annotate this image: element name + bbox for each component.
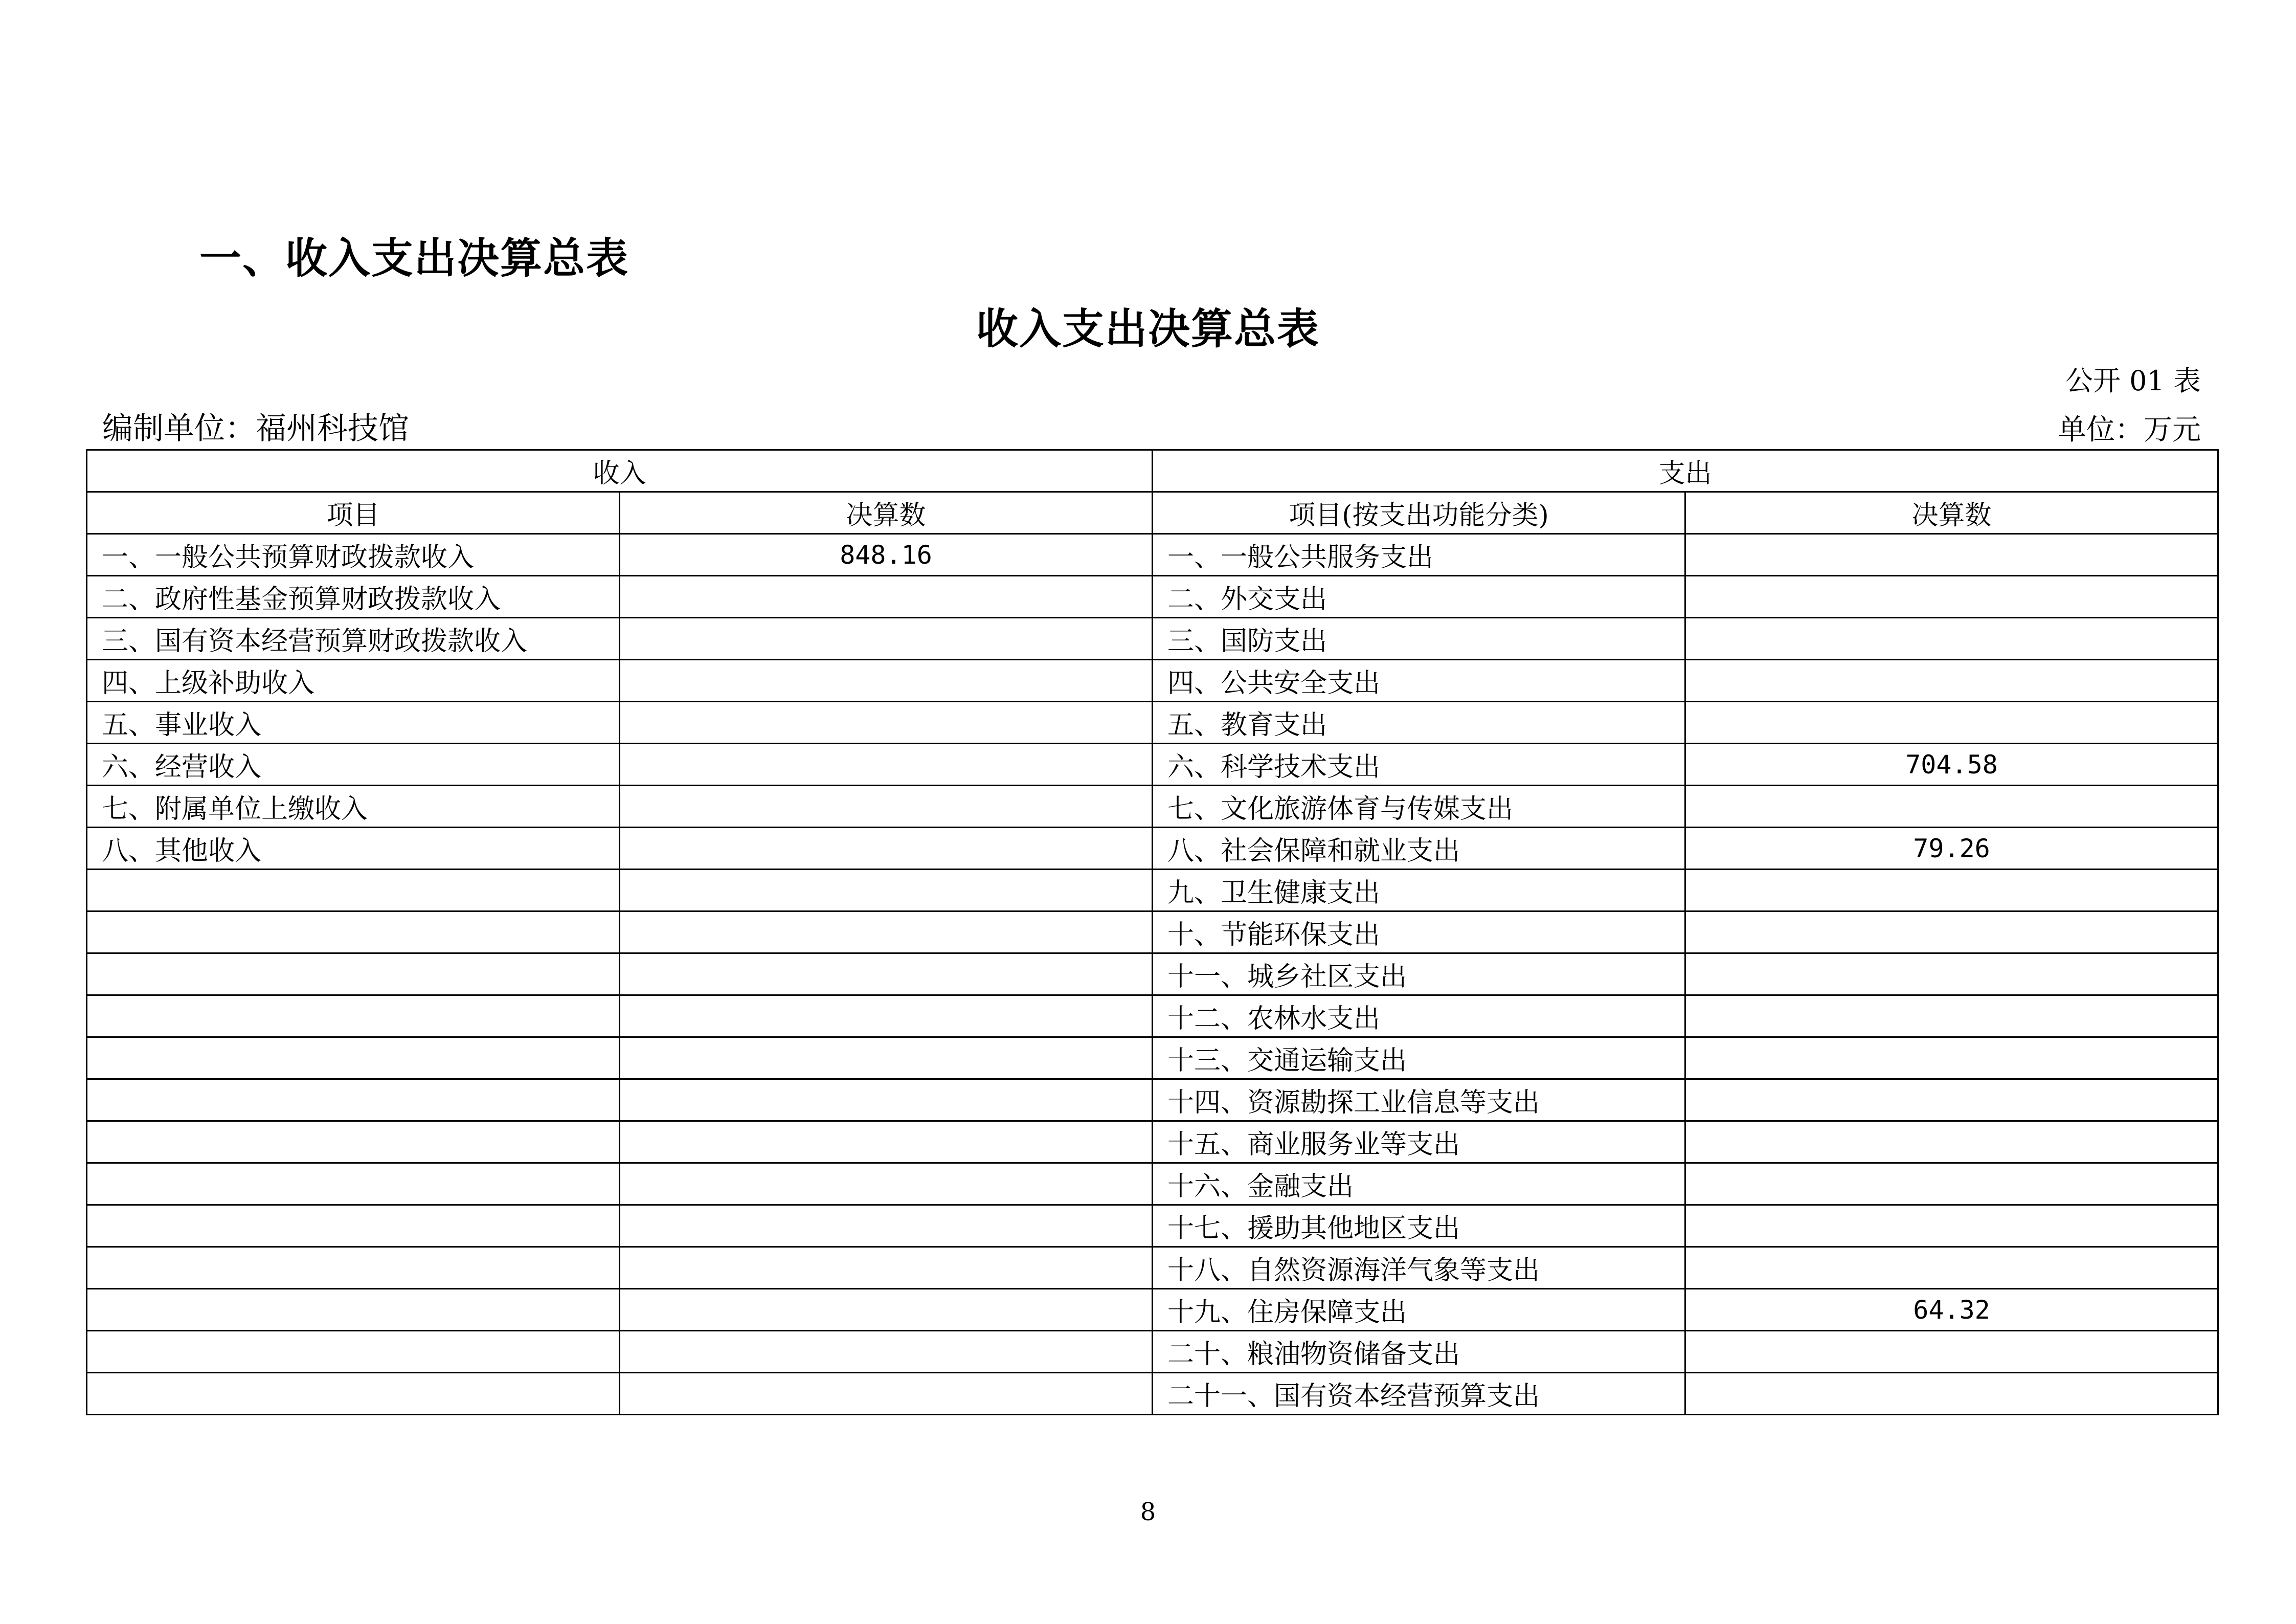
expense-amount-header: 决算数: [1685, 492, 2218, 534]
table-row: [87, 1331, 2218, 1373]
income-amount-cell: [620, 1079, 1153, 1121]
expense-item-cell: 十九、住房保障支出: [1153, 1289, 1685, 1331]
income-item-cell: [87, 1373, 620, 1415]
income-item-cell: 六、经营收入: [87, 744, 620, 786]
expense-amount-cell: [1685, 1247, 2218, 1289]
expense-amount-cell: [1685, 1331, 2218, 1373]
expense-item-cell: 八、社会保障和就业支出: [1153, 828, 1685, 870]
table-row: [87, 828, 2218, 870]
income-amount-cell: [620, 1289, 1153, 1331]
table-title: 收入支出决算总表: [976, 305, 1320, 353]
expense-item-cell: 十八、自然资源海洋气象等支出: [1153, 1247, 1685, 1289]
income-item-cell: [87, 995, 620, 1037]
expense-amount-cell: [1685, 953, 2218, 995]
expense-item-header: 项目(按支出功能分类): [1153, 492, 1685, 534]
income-item-cell: 三、国有资本经营预算财政拨款收入: [87, 618, 620, 660]
expense-amount-cell: [1685, 1037, 2218, 1079]
income-amount-cell: [620, 1331, 1153, 1373]
table-row: [87, 870, 2218, 911]
table-row: [87, 576, 2218, 618]
table-body: [87, 534, 2218, 1415]
income-amount-cell: [620, 786, 1153, 828]
table-row: [87, 1121, 2218, 1163]
income-item-cell: [87, 911, 620, 953]
page-number: 8: [1140, 1498, 1156, 1526]
expense-item-cell: 四、公共安全支出: [1153, 660, 1685, 702]
income-amount-cell: [620, 1205, 1153, 1247]
income-item-cell: [87, 953, 620, 995]
income-amount-header: 决算数: [620, 492, 1153, 534]
income-amount-cell: [620, 1037, 1153, 1079]
expense-amount-cell: [1685, 1373, 2218, 1415]
expense-item-cell: 十一、城乡社区支出: [1153, 953, 1685, 995]
expense-amount-cell: [1685, 870, 2218, 911]
income-amount-cell: [620, 953, 1153, 995]
expense-item-cell: 一、一般公共服务支出: [1153, 534, 1685, 576]
expense-amount-cell: [1685, 576, 2218, 618]
header-group-row: [87, 450, 2218, 492]
expense-item-cell: 二、外交支出: [1153, 576, 1685, 618]
income-amount-cell: [620, 1121, 1153, 1163]
expense-item-cell: 九、卫生健康支出: [1153, 870, 1685, 911]
income-amount-cell: [620, 702, 1153, 744]
expense-amount-cell: 704.58: [1685, 744, 2218, 786]
form-code: 公开 01 表: [2065, 365, 2201, 397]
income-item-cell: [87, 1331, 620, 1373]
income-item-cell: [87, 1121, 620, 1163]
income-amount-cell: [620, 576, 1153, 618]
income-item-header: 项目: [87, 492, 620, 534]
table-row: [87, 1373, 2218, 1415]
income-item-cell: 五、事业收入: [87, 702, 620, 744]
table-row: [87, 1289, 2218, 1331]
income-item-cell: [87, 1163, 620, 1205]
table-row: [87, 744, 2218, 786]
expense-item-cell: 十六、金融支出: [1153, 1163, 1685, 1205]
income-item-cell: [87, 870, 620, 911]
income-amount-cell: [620, 870, 1153, 911]
income-item-cell: [87, 1037, 620, 1079]
income-amount-cell: 848.16: [620, 534, 1153, 576]
unit-label: 单位：万元: [2058, 413, 2201, 447]
expense-amount-cell: [1685, 660, 2218, 702]
table-row: [87, 1205, 2218, 1247]
table-row: [87, 953, 2218, 995]
income-header: 收入: [87, 450, 1153, 492]
expense-amount-cell: [1685, 1079, 2218, 1121]
expense-amount-cell: [1685, 702, 2218, 744]
table-row: [87, 911, 2218, 953]
expense-amount-cell: 64.32: [1685, 1289, 2218, 1331]
income-item-cell: 八、其他收入: [87, 828, 620, 870]
income-amount-cell: [620, 1373, 1153, 1415]
expense-amount-cell: [1685, 618, 2218, 660]
income-item-cell: 二、政府性基金预算财政拨款收入: [87, 576, 620, 618]
income-amount-cell: [620, 1247, 1153, 1289]
expense-item-cell: 二十、粮油物资储备支出: [1153, 1331, 1685, 1373]
income-item-cell: [87, 1079, 620, 1121]
table-row: [87, 1079, 2218, 1121]
table-row: [87, 1163, 2218, 1205]
income-item-cell: 四、上级补助收入: [87, 660, 620, 702]
income-amount-cell: [620, 911, 1153, 953]
expense-item-cell: 十五、商业服务业等支出: [1153, 1121, 1685, 1163]
expense-item-cell: 五、教育支出: [1153, 702, 1685, 744]
income-amount-cell: [620, 744, 1153, 786]
table-row: [87, 702, 2218, 744]
income-amount-cell: [620, 618, 1153, 660]
table-row: [87, 618, 2218, 660]
expense-item-cell: 十、节能环保支出: [1153, 911, 1685, 953]
income-item-cell: 七、附属单位上缴收入: [87, 786, 620, 828]
table-row: [87, 660, 2218, 702]
income-amount-cell: [620, 660, 1153, 702]
expense-item-cell: 二十一、国有资本经营预算支出: [1153, 1373, 1685, 1415]
income-item-cell: [87, 1247, 620, 1289]
table-row: [87, 1037, 2218, 1079]
expense-item-cell: 十四、资源勘探工业信息等支出: [1153, 1079, 1685, 1121]
expense-item-cell: 七、文化旅游体育与传媒支出: [1153, 786, 1685, 828]
table-row: [87, 995, 2218, 1037]
expense-amount-cell: [1685, 534, 2218, 576]
expense-amount-cell: [1685, 1121, 2218, 1163]
unit-line: [102, 404, 2201, 447]
expense-amount-cell: [1685, 911, 2218, 953]
table-row: [87, 1247, 2218, 1289]
budget-table: [86, 449, 2219, 1415]
income-item-cell: [87, 1289, 620, 1331]
expense-item-cell: 六、科学技术支出: [1153, 744, 1685, 786]
expense-item-cell: 十二、农林水支出: [1153, 995, 1685, 1037]
expense-item-cell: 三、国防支出: [1153, 618, 1685, 660]
expense-header: 支出: [1153, 450, 2218, 492]
section-heading: 一、收入支出决算总表: [199, 234, 629, 283]
income-item-cell: [87, 1205, 620, 1247]
expense-item-cell: 十三、交通运输支出: [1153, 1037, 1685, 1079]
table-row: [87, 786, 2218, 828]
expense-amount-cell: [1685, 1163, 2218, 1205]
expense-amount-cell: [1685, 1205, 2218, 1247]
table-row: [87, 534, 2218, 576]
expense-amount-cell: [1685, 786, 2218, 828]
org-label: 编制单位：福州科技馆: [102, 411, 409, 447]
income-amount-cell: [620, 1163, 1153, 1205]
income-amount-cell: [620, 995, 1153, 1037]
income-item-cell: 一、一般公共预算财政拨款收入: [87, 534, 620, 576]
expense-amount-cell: 79.26: [1685, 828, 2218, 870]
expense-item-cell: 十七、援助其他地区支出: [1153, 1205, 1685, 1247]
header-column-row: [87, 492, 2218, 534]
income-amount-cell: [620, 828, 1153, 870]
expense-amount-cell: [1685, 995, 2218, 1037]
